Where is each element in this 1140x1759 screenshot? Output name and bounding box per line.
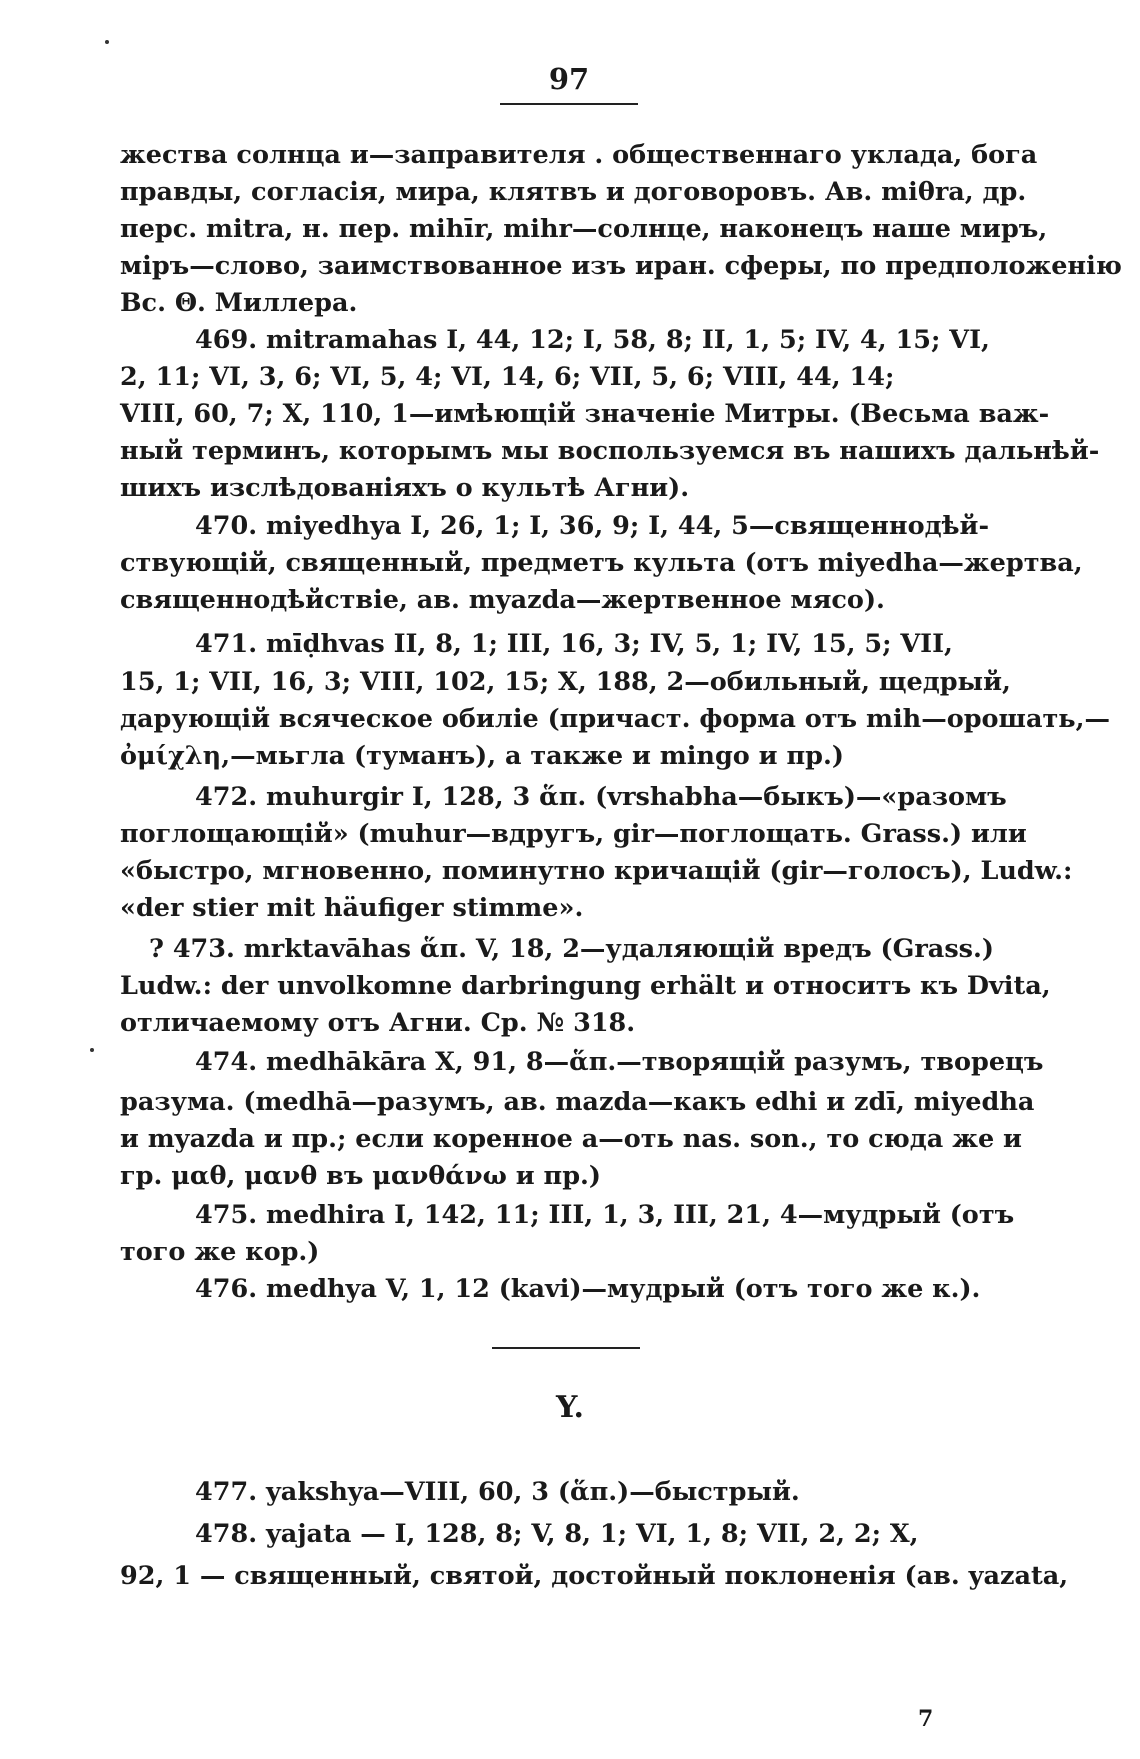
- text-line: разума. (medhā—разумъ, ав. mazda—какъ edhi и zdī, miyedha: [120, 1087, 1035, 1117]
- entry-469: 469. mitramahas I, 44, 12; I, 58, 8; II, 1, 5; IV, 4, 15; VI,: [195, 325, 990, 355]
- speck: [90, 1048, 94, 1052]
- signature-mark: 7: [918, 1706, 934, 1732]
- entry-477: 477. yakshya—VIII, 60, 3 (ἅπ.)—быстрый.: [195, 1477, 800, 1507]
- entry-478: 478. yajata — I, 128, 8; V, 8, 1; VI, 1, 8; VII, 2, 2; X,: [195, 1519, 919, 1549]
- text-line: жества солнца и—заправителя . общественнаго уклада, бога: [120, 140, 1038, 170]
- text-line: ствующій, священный, предметъ культа (отъ miyedha—жертва,: [120, 548, 1083, 578]
- text-line: 15, 1; VII, 16, 3; VIII, 102, 15; X, 188, 2—обильный, щедрый,: [120, 667, 1011, 697]
- text-line: отличаемому отъ Агни. Ср. № 318.: [120, 1008, 636, 1038]
- text-line: правды, согласія, мира, клятвъ и договоровъ. Ав. miθra, др.: [120, 177, 1027, 207]
- section-title: Y.: [556, 1390, 584, 1425]
- text-line: священнодѣйствіе, ав. myazda—жертвенное мясо).: [120, 585, 885, 615]
- page-number: 97: [548, 62, 590, 96]
- text-line: ὀμίχλη,—мьгла (туманъ), а также и mingo и пр.): [120, 741, 844, 771]
- text-line: шихъ изслѣдованіяхъ о культѣ Агни).: [120, 473, 690, 503]
- section-rule: [492, 1347, 640, 1349]
- text-line: VIII, 60, 7; X, 110, 1—имѣющій значеніе Митры. (Весьма важ-: [120, 399, 1050, 429]
- text-line: поглощающій» (muhur—вдругъ, gir—поглощать. Grass.) или: [120, 819, 1027, 849]
- entry-475: 475. medhira I, 142, 11; III, 1, 3, III, 21, 4—мудрый (отъ: [195, 1200, 1015, 1230]
- text-line: гр. μαθ, μανθ въ μανθάνω и пр.): [120, 1161, 601, 1191]
- entry-474: 474. medhākāra X, 91, 8—ἅπ.—творящій разумъ, творецъ: [195, 1047, 1044, 1077]
- text-line: дарующій всяческое обиліе (причаст. форма отъ mih—орошать,—: [120, 704, 1110, 734]
- text-line: Вс. Θ. Миллера.: [120, 288, 358, 318]
- header-rule: [500, 103, 638, 105]
- text-line: перс. mitra, н. пер. mihīr, mihr—солнце, наконецъ наше миръ,: [120, 214, 1048, 244]
- text-line: 2, 11; VI, 3, 6; VI, 5, 4; VI, 14, 6; VII, 5, 6; VIII, 44, 14;: [120, 362, 895, 392]
- text-line: «der stier mit häufiger stimme».: [120, 893, 584, 923]
- entry-473: ? 473. mrktavāhas ἅπ. V, 18, 2—удаляющій вредъ (Grass.): [149, 934, 994, 964]
- text-line: того же кор.): [120, 1237, 320, 1267]
- entry-476: 476. medhya V, 1, 12 (kavi)—мудрый (отъ того же к.).: [195, 1274, 981, 1304]
- text-line: 92, 1 — священный, святой, достойный поклоненія (ав. yazata,: [120, 1561, 1069, 1591]
- speck: [105, 40, 109, 44]
- entry-470: 470. miyedhya I, 26, 1; I, 36, 9; I, 44, 5—священнодѣй-: [195, 511, 990, 541]
- entry-472: 472. muhurgir I, 128, 3 ἅπ. (vrshabha—быкъ)—«разомъ: [195, 782, 1007, 812]
- entry-471: 471. mīḍhvas II, 8, 1; III, 16, 3; IV, 5, 1; IV, 15, 5; VII,: [195, 629, 953, 659]
- text-line: Ludw.: der unvolkomne darbringung erhält и относитъ къ Dvita,: [120, 971, 1051, 1001]
- text-line: «быстро, мгновенно, поминутно кричащій (gir—голосъ), Ludw.:: [120, 856, 1073, 886]
- text-line: міръ—слово, заимствованное изъ иран. сферы, по предположенію: [120, 251, 1122, 281]
- text-line: ный терминъ, которымъ мы воспользуемся въ нашихъ дальнѣй-: [120, 436, 1100, 466]
- text-line: и myazda и пр.; если коренное a—оть nas. son., то сюда же и: [120, 1124, 1022, 1154]
